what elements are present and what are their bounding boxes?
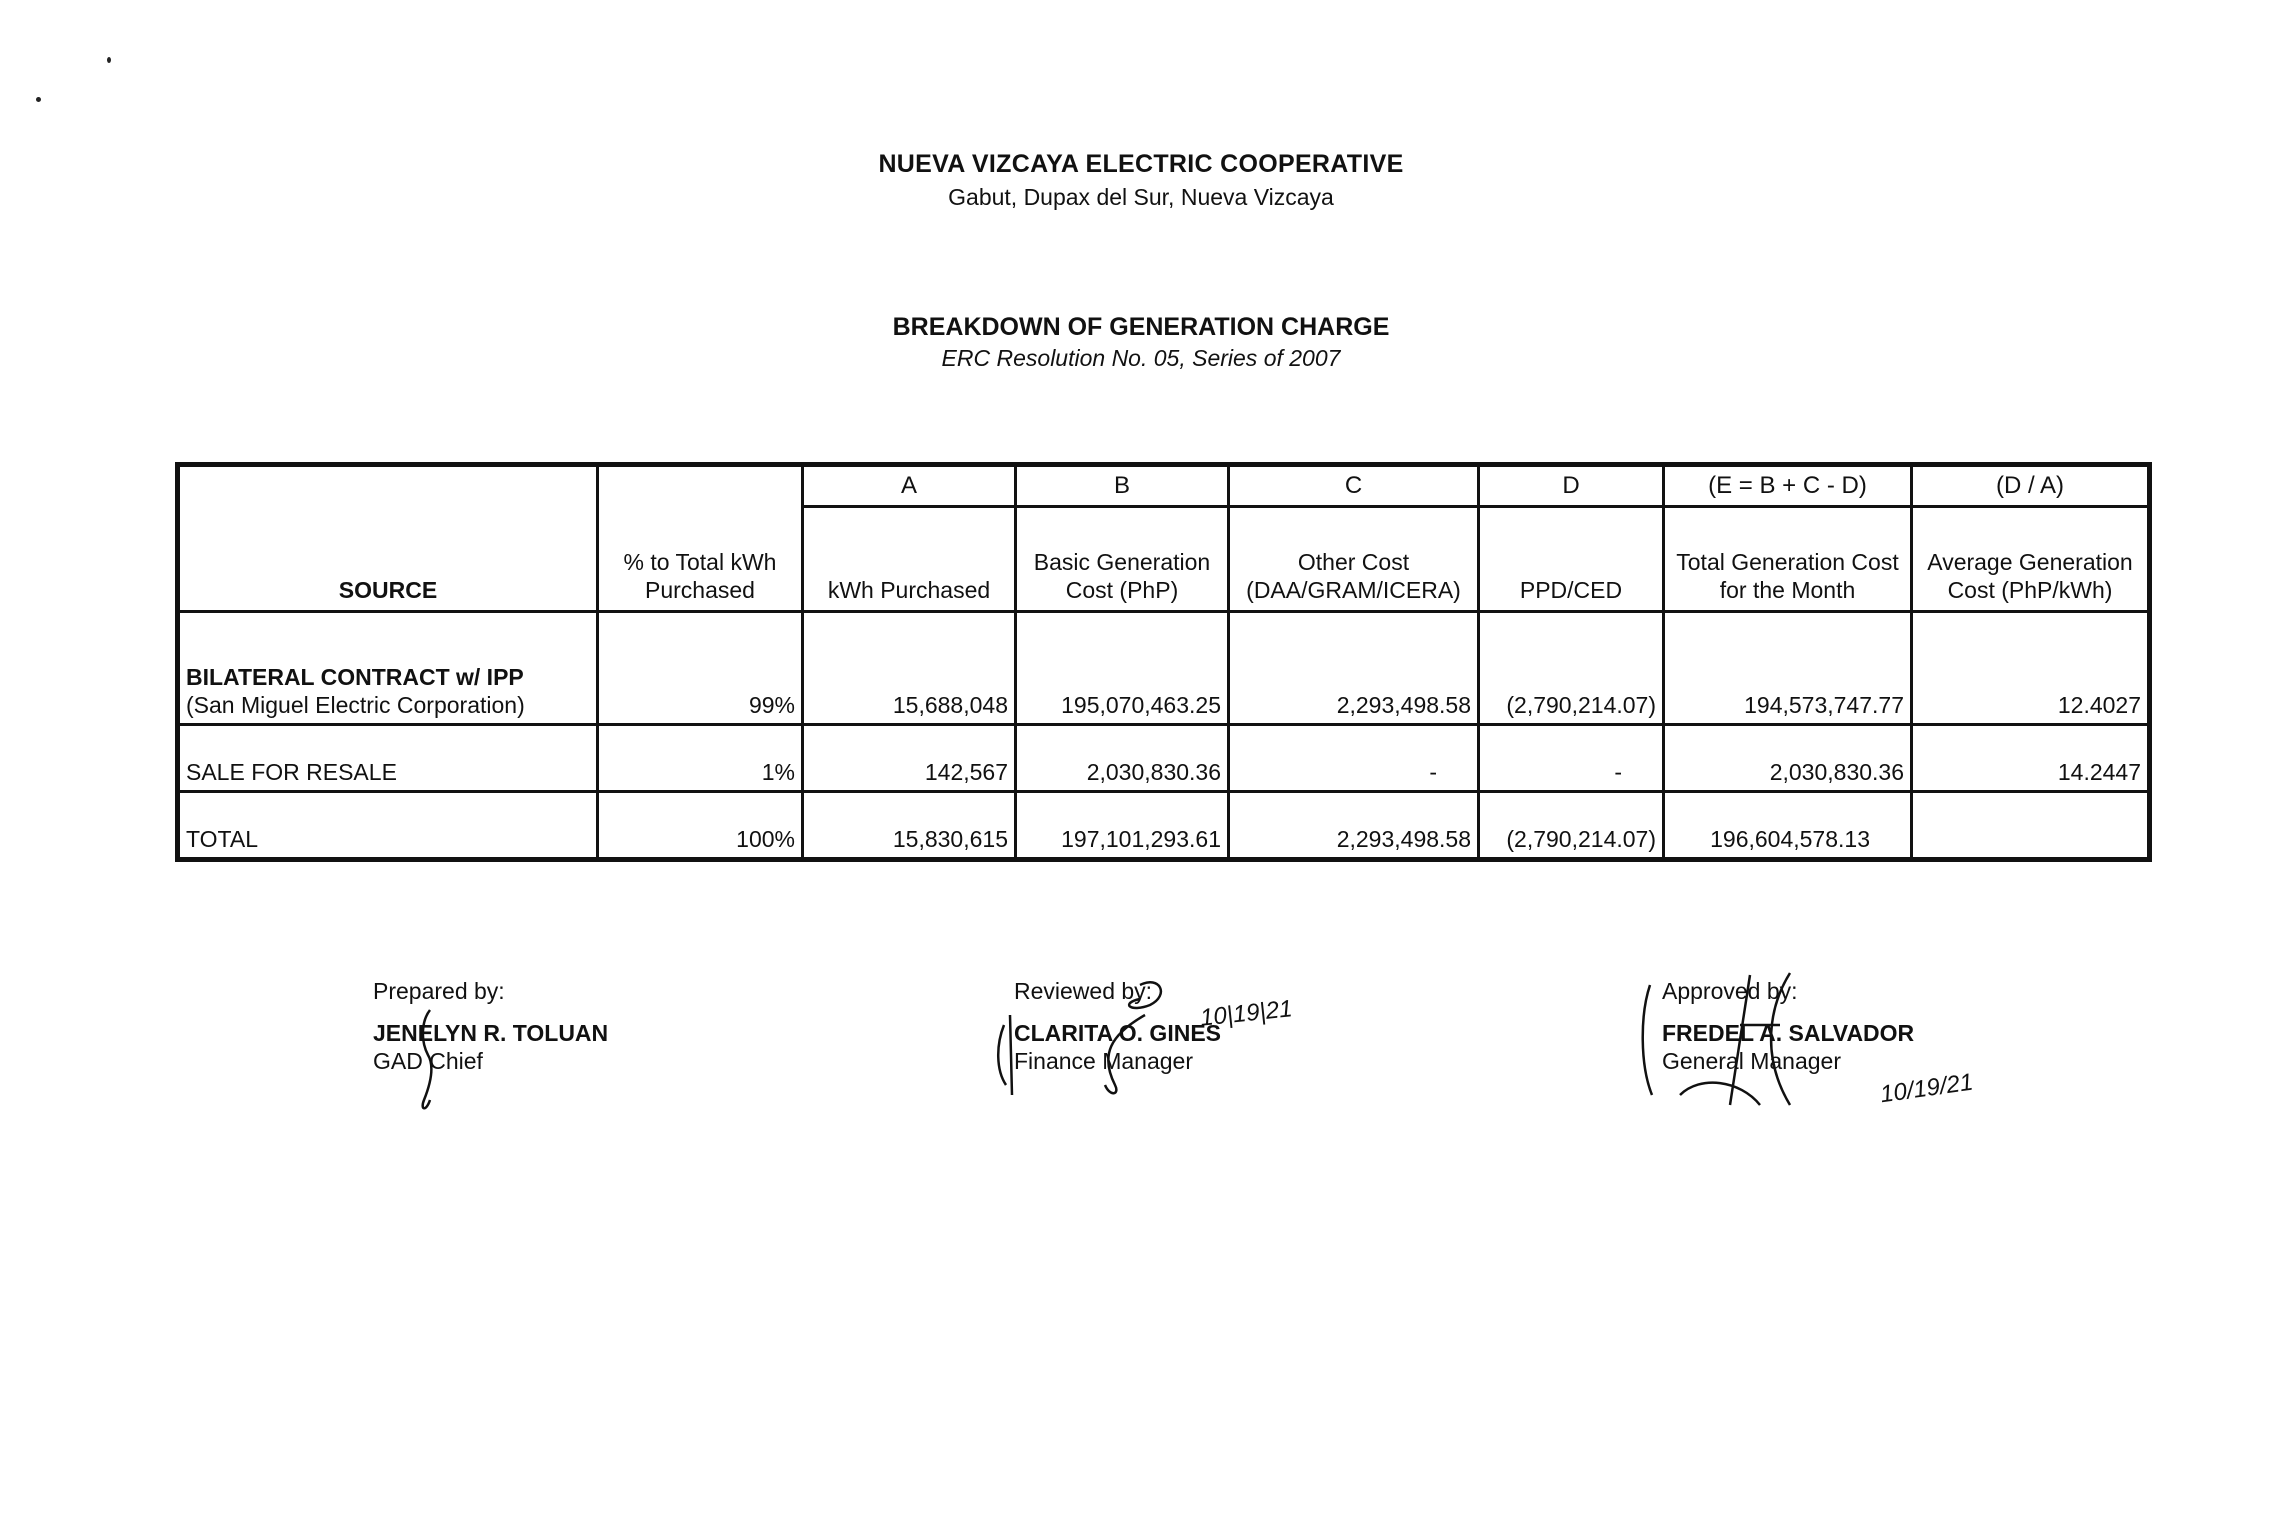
organization-address: Gabut, Dupax del Sur, Nueva Vizcaya [948,184,1334,210]
average-cost-cell: 12.4027 [1912,612,2150,725]
reviewed-by-name: CLARITA O. GINES [1014,1020,1221,1046]
approved-by-block [1662,977,1914,1075]
reviewed-by-caption: Reviewed by: [1014,978,1153,1004]
kwh-cell: 142,567 [803,725,1016,792]
document-subtitle: ERC Resolution No. 05, Series of 2007 [941,345,1341,371]
total-cost-cell: 2,030,830.36 [1664,725,1912,792]
column-header-basic-cost: Basic Generation Cost (PhP) [1016,507,1229,612]
approved-by-name: FREDEL A. SALVADOR [1662,1020,1915,1046]
source-label: BILATERAL CONTRACT w/ IPP [186,664,524,690]
approved-date-note: 10/19/21 [1878,1068,1975,1109]
source-cell [178,792,598,860]
column-header-source: SOURCE [178,507,598,612]
column-header-other-cost: Other Cost (DAA/GRAM/ICERA) [1229,507,1479,612]
column-header-total-cost: Total Generation Cost for the Month [1664,507,1912,612]
reviewed-by-block [1014,977,1221,1075]
column-letter: D [1479,465,1664,507]
reviewed-date-note: 10|19|21 [1198,995,1294,1032]
column-letter: (E = B + C - D) [1664,465,1912,507]
basic-cost-cell: 2,030,830.36 [1016,725,1229,792]
reviewed-by-title: Finance Manager [1014,1048,1193,1074]
kwh-cell: 15,830,615 [803,792,1016,860]
other-cost-cell: - [1229,725,1479,792]
total-cost-cell: 196,604,578.13 [1664,792,1912,860]
prepared-by-caption: Prepared by: [373,978,505,1004]
basic-cost-cell: 195,070,463.25 [1016,612,1229,725]
average-cost-cell [1912,792,2150,860]
column-letter: C [1229,465,1479,507]
source-cell [178,612,598,725]
other-cost-cell: 2,293,498.58 [1229,792,1479,860]
scan-speck [107,57,111,63]
source-cell [178,725,598,792]
column-letter [178,465,598,507]
source-label: TOTAL [186,826,258,852]
approved-by-caption: Approved by: [1662,978,1798,1004]
column-letter: B [1016,465,1229,507]
average-cost-cell: 14.2447 [1912,725,2150,792]
table-row [178,725,2150,792]
column-header-kwh: kWh Purchased [803,507,1016,612]
percent-cell: 99% [598,612,803,725]
approved-by-title: General Manager [1662,1048,1841,1074]
ppd-cell: (2,790,214.07) [1479,792,1664,860]
column-header-ppd: PPD/CED [1479,507,1664,612]
percent-cell: 100% [598,792,803,860]
prepared-by-block [373,977,608,1075]
document-title: BREAKDOWN OF GENERATION CHARGE [892,313,1390,341]
percent-cell: 1% [598,725,803,792]
generation-charge-table [175,462,2152,862]
column-letter: (D / A) [1912,465,2150,507]
prepared-by-title: GAD Chief [373,1048,483,1074]
prepared-by-name: JENELYN R. TOLUAN [373,1020,609,1046]
source-label: SALE FOR RESALE [186,759,397,785]
ppd-cell: - [1479,725,1664,792]
column-letter-row [178,465,2150,507]
source-detail: (San Miguel Electric Corporation) [186,692,525,718]
column-letter: A [803,465,1016,507]
table-row [178,612,2150,725]
column-letter [598,465,803,507]
scan-speck [36,97,41,102]
kwh-cell: 15,688,048 [803,612,1016,725]
column-header-row [178,507,2150,612]
basic-cost-cell: 197,101,293.61 [1016,792,1229,860]
other-cost-cell: 2,293,498.58 [1229,612,1479,725]
organization-name: NUEVA VIZCAYA ELECTRIC COOPERATIVE [878,150,1404,178]
table-row-total [178,792,2150,860]
ppd-cell: (2,790,214.07) [1479,612,1664,725]
column-header-average-cost: Average Generation Cost (PhP/kWh) [1912,507,2150,612]
total-cost-cell: 194,573,747.77 [1664,612,1912,725]
column-header-percent: % to Total kWh Purchased [598,507,803,612]
